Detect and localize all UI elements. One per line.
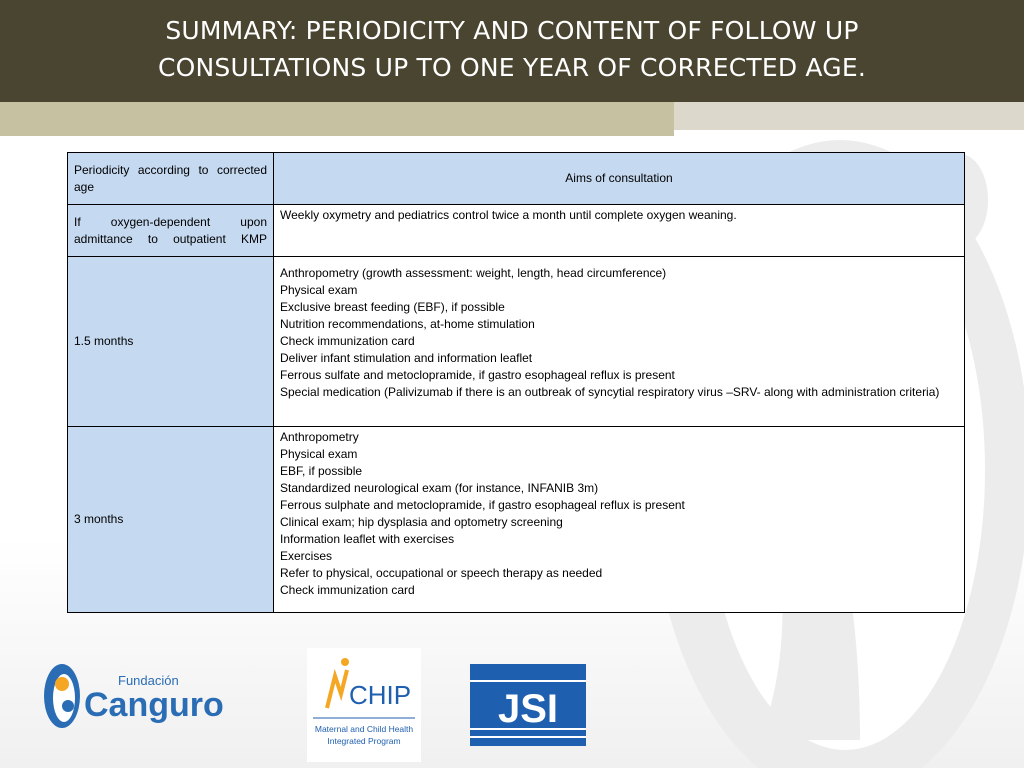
- row-period: 3 months: [68, 427, 274, 613]
- canguro-logo-line-2: Canguro: [84, 686, 224, 724]
- aim-item: Weekly oxymetry and pediatrics control twice a month until complete oxygen weaning.: [280, 208, 737, 222]
- mchip-logo-line-1: Maternal and Child Health: [314, 724, 414, 734]
- aim-item: Deliver infant stimulation and information leaflet: [280, 351, 533, 365]
- aim-item: Nutrition recommendations, at-home stimulation: [280, 317, 535, 331]
- aim-item: Information leaflet with exercises: [280, 532, 455, 546]
- accent-band-light: [674, 102, 1024, 130]
- slide-title-line-2: CONSULTATIONS UP TO ONE YEAR OF CORRECTED AGE.: [157, 53, 867, 82]
- canguro-logo-line-1: Fundación: [118, 673, 179, 688]
- mchip-logo-name: CHIP: [349, 680, 412, 710]
- slide-title: [0, 12, 1024, 86]
- accent-band: [0, 102, 674, 136]
- row-aims: [274, 427, 965, 613]
- table-header-row: [68, 153, 965, 205]
- aim-item: Standardized neurological exam (for instance, INFANIB 3m): [280, 481, 599, 495]
- logo-strip: [0, 640, 1024, 768]
- table-row: [68, 427, 965, 613]
- followup-table: [67, 152, 965, 613]
- aim-item: Refer to physical, occupational or speech therapy as needed: [280, 566, 603, 580]
- aim-item: Anthropometry: [280, 430, 359, 444]
- fundacion-canguro-logo: [40, 654, 250, 734]
- aim-item: Check immunization card: [280, 334, 415, 348]
- aim-item: Clinical exam; hip dysplasia and optometry screening: [280, 515, 563, 529]
- header-aims: Aims of consultation: [274, 153, 965, 205]
- aim-item: Exclusive breast feeding (EBF), if possible: [280, 300, 505, 314]
- aim-item: Check immunization card: [280, 583, 415, 597]
- aim-item: EBF, if possible: [280, 464, 363, 478]
- header-periodicity: Periodicity according to corrected age: [68, 153, 274, 205]
- jsi-logo: [470, 664, 586, 746]
- aim-item: Special medication (Palivizumab if there is an outbreak of syncytial respiratory virus –SRV- along with administration criteria): [280, 385, 940, 399]
- row-aims: [274, 257, 965, 427]
- row-period: 1.5 months: [68, 257, 274, 427]
- aim-item: Exercises: [280, 549, 333, 563]
- table-row: [68, 205, 965, 257]
- jsi-logo-name: JSI: [497, 687, 559, 731]
- table-row: [68, 257, 965, 427]
- title-bar: [0, 0, 1024, 102]
- aim-item: Ferrous sulphate and metoclopramide, if gastro esophageal reflux is present: [280, 498, 685, 512]
- aim-item: Physical exam: [280, 447, 358, 461]
- aim-item: Physical exam: [280, 283, 358, 297]
- row-period: If oxygen-dependent upon admittance to outpatient KMP: [68, 205, 274, 257]
- slide-title-line-1: SUMMARY: PERIODICITY AND CONTENT OF FOLLOW UP: [165, 16, 859, 45]
- row-aims: [274, 205, 965, 257]
- mchip-logo: [307, 648, 421, 762]
- mchip-logo-line-2: Integrated Program: [327, 736, 401, 746]
- aim-item: Ferrous sulfate and metoclopramide, if gastro esophageal reflux is present: [280, 368, 675, 382]
- aim-item: Anthropometry (growth assessment: weight, length, head circumference): [280, 266, 667, 280]
